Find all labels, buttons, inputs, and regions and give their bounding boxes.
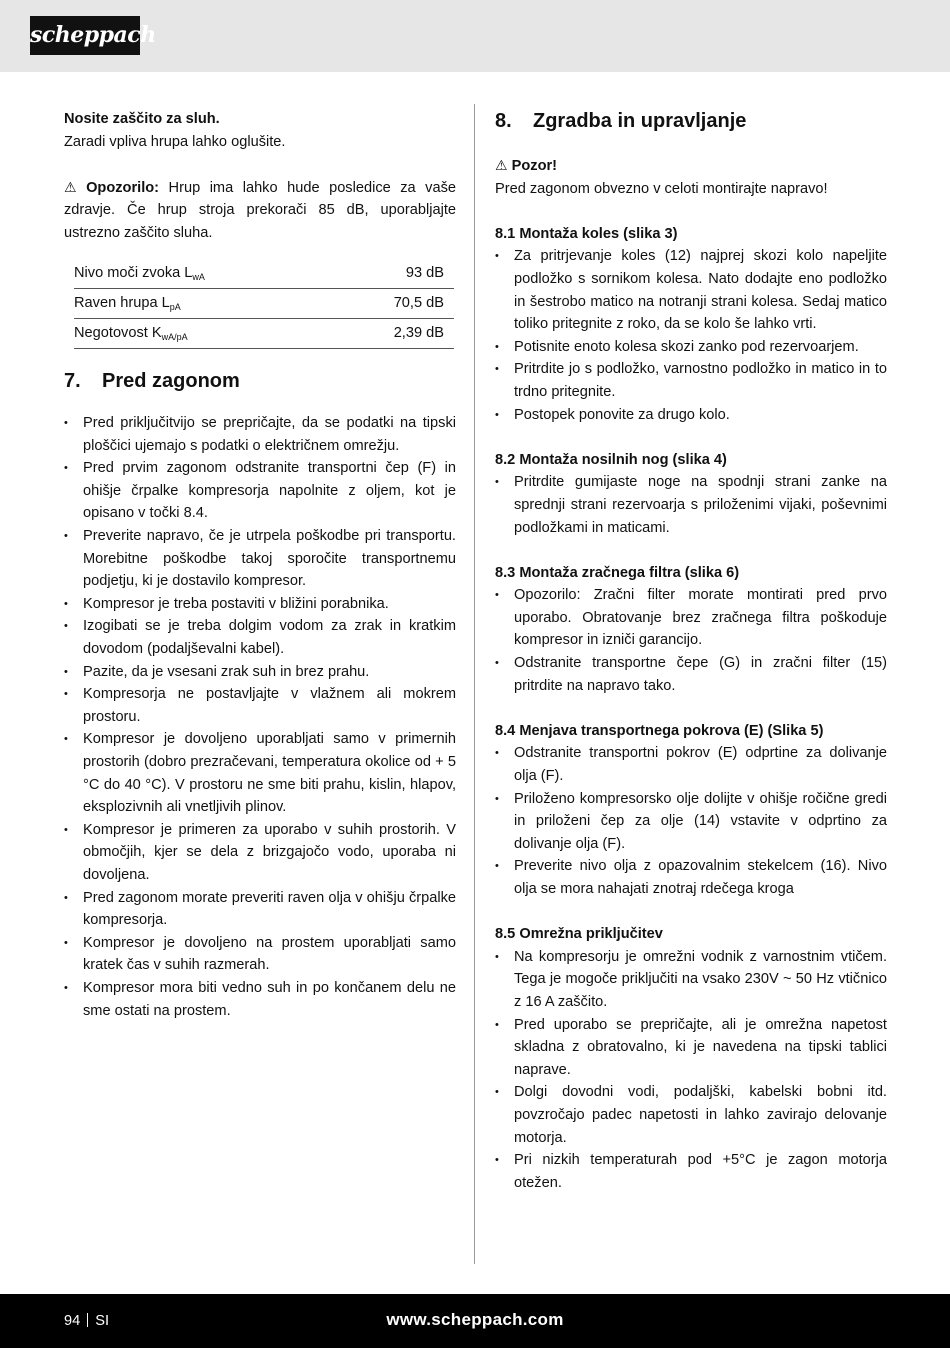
list-item: • Potisnite enoto kolesa skozi zanko pod rezervoarjem. (495, 336, 887, 359)
section-8-heading: 8. Zgradba in upravljanje (495, 110, 747, 132)
subsection-8-3-title: 8.3 Montaža zračnega filtra (slika 6) (495, 564, 740, 581)
spec-label: Negotovost $K_{wA/pA}$ (74, 319, 334, 349)
spec-value: 93 dB (405, 265, 444, 282)
list-item: • Pred zagonom morate preveriti raven olja v ohišju črpalke kompresorja. (64, 887, 456, 932)
list-item: • Postopek ponovite za drugo kolo. (495, 404, 887, 427)
subsection-8-2-title: 8.2 Montaža nosilnih nog (slika 4) (495, 451, 727, 468)
column-divider (474, 104, 475, 1264)
subsection-8-5-title: 8.5 Omrežna priključitev (495, 926, 663, 943)
warning-label: Opozorilo: (86, 179, 160, 196)
list-item: • Priloženo kompresorsko olje dolijte v ohišje ročične gredi in priloženi čep za olje (14) vstavite v odprtino za dolivanje olja (F). (495, 788, 887, 856)
warning-triangle-icon: ⚠ (495, 157, 508, 173)
subsection-8-1-title: 8.1 Montaža koles (slika 3) (495, 225, 678, 242)
list-item: • Pred uporabo se prepričajte, ali je omrežna napetost skladna z obratovalno, ki je navedena na tipski tablici naprave. (495, 1014, 887, 1082)
table-row (74, 259, 454, 289)
list-item: • Odstranite transportni pokrov (E) odprtine za dolivanje olja (F). (495, 742, 887, 787)
caution-label: ⚠ Pozor! (495, 154, 887, 178)
list-item: • Izogibati se je treba dolgim vodom za zrak in kratkim dovodom (podaljševalni kabel). (64, 615, 456, 660)
list-item: • Odstranite transportne čepe (G) in zračni filter (15) pritrdite na napravo tako. (495, 652, 887, 697)
list-item: • Preverite nivo olja z opazovalnim stekelcem (16). Nivo olja se mora nahajati znotraj rdečega kroga (495, 855, 887, 900)
list-item: • Dolgi dovodni vodi, podaljški, kabelski bobni itd. povzročajo padec napetosti in lahko zavirajo delovanje motorja. (495, 1081, 887, 1149)
list-item: • Preverite napravo, če je utrpela poškodbe pri transportu. Morebitne poškodbe takoj sporočite transportnemu podjetju, ki je dostavilo kompresor. (64, 525, 456, 593)
section-7-heading: 7. Pred zagonom (64, 370, 240, 393)
list-item: • Opozorilo: Zračni filter morate montirati pred prvo uporabo. Obratovanje brez zračnega filtra poškoduje kompresor in izniči garancijo. (495, 584, 887, 652)
list-item: • Na kompresorju je omrežni vodnik z varnostnim vtičem. Tega je mogoče priključiti na vsako 230V ~ 50 Hz vtičnico z 16 A zaščito. (495, 946, 887, 1014)
subsection-8-4-title: 8.4 Menjava transportnega pokrova (E) (Slika 5) (495, 722, 824, 739)
spec-label: Nivo moči zvoka $L_{wA}$ (74, 265, 205, 283)
warning-text: Hrup ima lahko hude posledice za vaše zdravje. Če hrup stroja prekorači 85 dB, uporabljajte ustrezno zaščito sluha. (64, 179, 456, 241)
page-footer (0, 1294, 950, 1348)
list-item: • Kompresor je dovoljeno na prostem uporabljati samo kratek čas v suhih razmerah. (64, 932, 456, 977)
spec-label: Raven hrupa $L_{pA}$ (74, 289, 334, 319)
noise-spec-table (74, 259, 454, 350)
hearing-title: Nosite zaščito za sluh. (64, 111, 220, 127)
list-item: • Pritrdite gumijaste noge na spodnji strani zanke na sprednji strani rezervoarja s priloženimi vijaki, poševnimi podložkami in maticami. (495, 471, 887, 539)
list-item: • Kompresor mora biti vedno suh in po končanem delu ne sme ostati na prostem. (64, 977, 456, 1022)
subsection-8-4-list (495, 742, 887, 900)
section-7-list (64, 412, 456, 1022)
spec-value: 2,39 dB (334, 319, 454, 349)
hearing-text: Zaradi vpliva hrupa lahko oglušite. (64, 133, 286, 150)
list-item: • Pri nizkih temperaturah pod +5°C je zagon motorja otežen. (495, 1149, 887, 1194)
list-item: • Kompresor je dovoljeno uporabljati samo v primernih prostorih (dobro prezračevani, temperatura okolice od + 5 °C do 40 °C). V prostoru ne sme biti prahu, kislin, hlapov, eksplozivnih ali vnetljivih plinov. (64, 728, 456, 818)
subsection-8-3-list (495, 584, 887, 697)
list-item: • Za pritrjevanje koles (12) najprej skozi kolo napeljite podložko s sornikom kolesa. Nato dodajte eno podložko in šestrobo matico na notranji strani kolesa. Sedaj matico toliko pritegnite z roko, da se kolo še lahko vrti. (495, 245, 887, 335)
subsection-8-1-list (495, 245, 887, 426)
page-header (0, 0, 950, 72)
left-column (64, 108, 456, 1022)
list-item: • Kompresor je primeren za uporabo v suhih prostorih. V območjih, kjer se dela z brizgajočo vodo, uporaba ni dovoljena. (64, 819, 456, 887)
noise-warning (64, 176, 456, 245)
list-item: • Pazite, da je vsesani zrak suh in brez prahu. (64, 661, 456, 684)
spec-value: 70,5 dB (334, 289, 454, 319)
table-row (74, 319, 454, 349)
right-column (495, 108, 887, 1194)
page-number: 94 SI (64, 1313, 110, 1329)
caution-text: Pred zagonom obvezno v celoti montirajte napravo! (495, 180, 828, 197)
website-link[interactable]: www.scheppach.com (386, 1310, 564, 1329)
list-item: • Kompresor je treba postaviti v bližini porabnika. (64, 593, 456, 616)
subsection-8-5-list (495, 946, 887, 1195)
warning-triangle-icon: ⚠ (64, 178, 77, 195)
list-item: • Kompresorja ne postavljajte v vlažnem ali mokrem prostoru. (64, 683, 456, 728)
subsection-8-2-list (495, 471, 887, 539)
list-item: • Pritrdite jo s podložko, varnostno podložko in matico in to trdno pritegnite. (495, 358, 887, 403)
list-item: • Pred prvim zagonom odstranite transportni čep (F) in ohišje črpalke kompresorja napolnite z oljem, kot je opisano v točki 8.4. (64, 457, 456, 525)
scheppach-logo: scheppach (30, 16, 140, 55)
list-item: • Pred priključitvijo se prepričajte, da se podatki na tipski ploščici ujemajo s podatki o električnem omrežju. (64, 412, 456, 457)
table-row (74, 289, 454, 319)
